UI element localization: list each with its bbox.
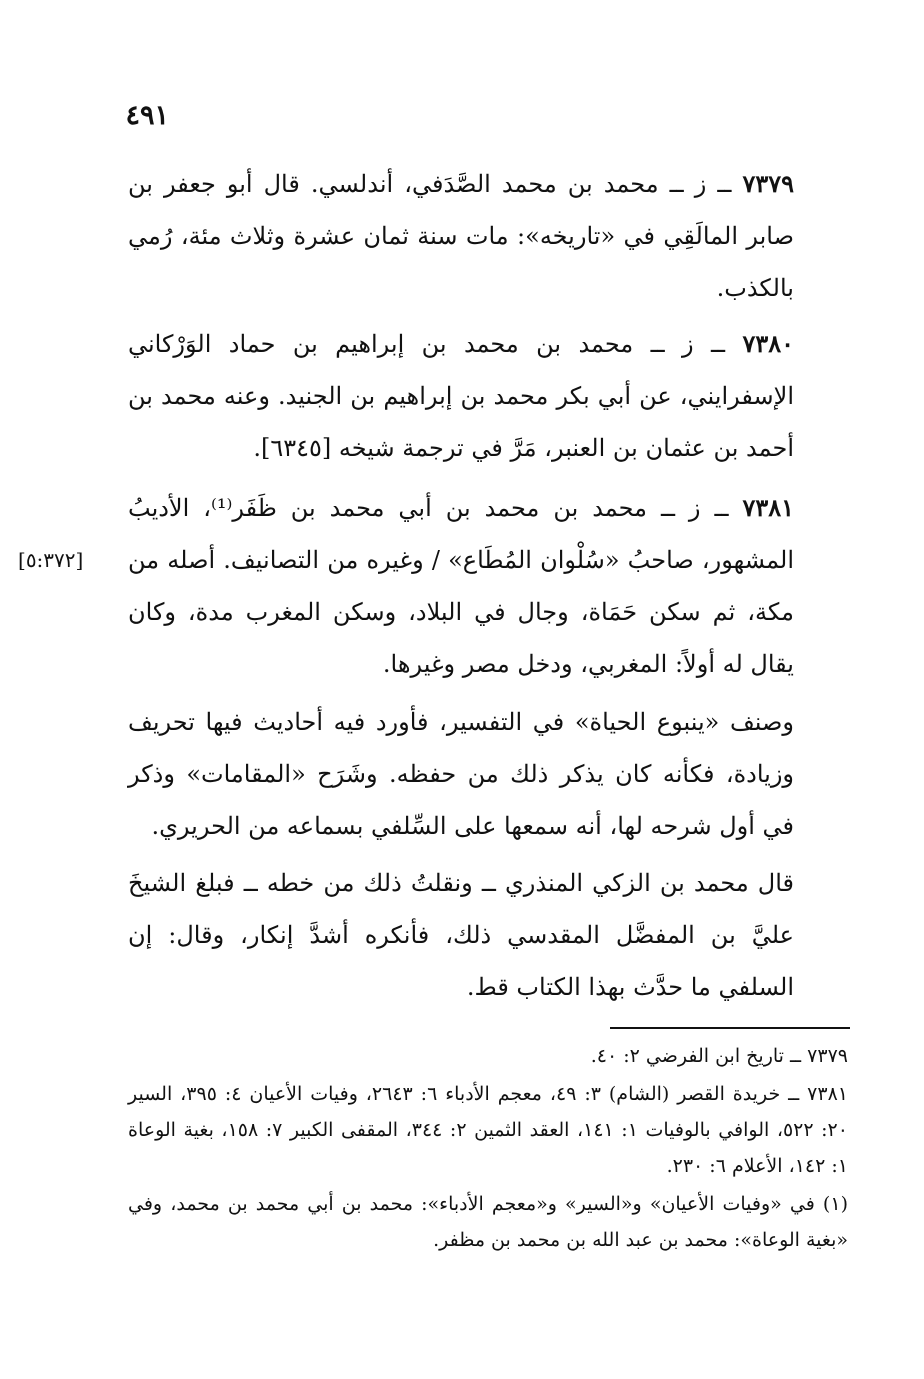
entry-text: ــ ز ــ محمد بن محمد الصَّدَفي، أندلسي. قال أبو جعفر بن صابر المالَقِي في «تاريخه»: مات سنة ثمان عشرة وثلاث مئة، رُمي بالكذب. — [128, 170, 794, 302]
footnote: ٧٣٨١ ــ خريدة القصر (الشام) ٣: ٤٩، معجم الأدباء ٦: ٢٦٤٣، وفيات الأعيان ٤: ٣٩٥، السير ٢٠: ٥٢٢، الوافي بالوفيات ١: ١٤١، العقد الثمين ٢: ٣٤٤، المقفى الكبير ٧: ١٥٨، بغية الوعاة ١: ١٤٢، الأعلام ٦: ٢٣٠. — [128, 1083, 848, 1177]
entry-number: ٧٣٨١ — [742, 493, 794, 522]
paragraph-mundhiri — [128, 857, 794, 1013]
entry-7379 — [128, 158, 794, 314]
page-number: ٤٩١ — [125, 100, 169, 131]
entry-7381 — [128, 482, 794, 690]
entry-text: ــ ز ــ محمد بن محمد بن أبي محمد بن ظَفَر⁽¹⁾، الأديبُ المشهور، صاحبُ «سُلْوان المُطَاع» / وغيره من التصانيف. أصله من مكة، ثم سكن حَمَاة، وجال في البلاد، وسكن المغرب مدة، وكان يقال له أولاً: المغربي، ودخل مصر وغيرها. — [128, 494, 794, 678]
entry-text: ــ ز ــ محمد بن محمد بن إبراهيم بن حماد الوَرْكاني الإسفرايني، عن أبي بكر محمد بن إبراهيم بن الجنيد. وعنه محمد بن أحمد بن عثمان بن العنبر، مَرَّ في ترجمة شيخه [٦٣٤٥]. — [128, 330, 794, 462]
paragraph-tafsir — [128, 696, 794, 852]
entry-number: ٧٣٧٩ — [742, 169, 794, 198]
paragraph-text: قال محمد بن الزكي المنذري ــ ونقلتُ ذلك من خطه ــ فبلغ الشيخَ عليَّ بن المفضَّل المقدسي ذلك، فأنكره أشدَّ إنكار، وقال: إن السلفي ما حدَّث بهذا الكتاب قط. — [128, 869, 794, 1001]
footnote: (١) في «وفيات الأعيان» و«السير» و«معجم الأدباء»: محمد بن أبي محمد بن محمد، وفي «بغية الوعاة»: محمد بن عبد الله بن محمد بن مظفر. — [128, 1193, 848, 1251]
footnote: ٧٣٧٩ ــ تاريخ ابن الفرضي ٢: ٤٠. — [590, 1045, 848, 1067]
entry-number: ٧٣٨٠ — [742, 329, 794, 358]
footnotes — [128, 1038, 848, 1260]
margin-reference: [٥:٣٧٢] — [18, 548, 84, 572]
entry-7380 — [128, 318, 794, 474]
footnote-divider — [610, 1027, 850, 1029]
paragraph-text: وصنف «ينبوع الحياة» في التفسير، فأورد فيه أحاديث فيها تحريف وزيادة، فكأنه كان يذكر ذلك من حفظه. وشَرَح «المقامات» وذكر في أول شرحه لها، أنه سمعها على السِّلفي بسماعه من الحريري. — [128, 708, 794, 840]
